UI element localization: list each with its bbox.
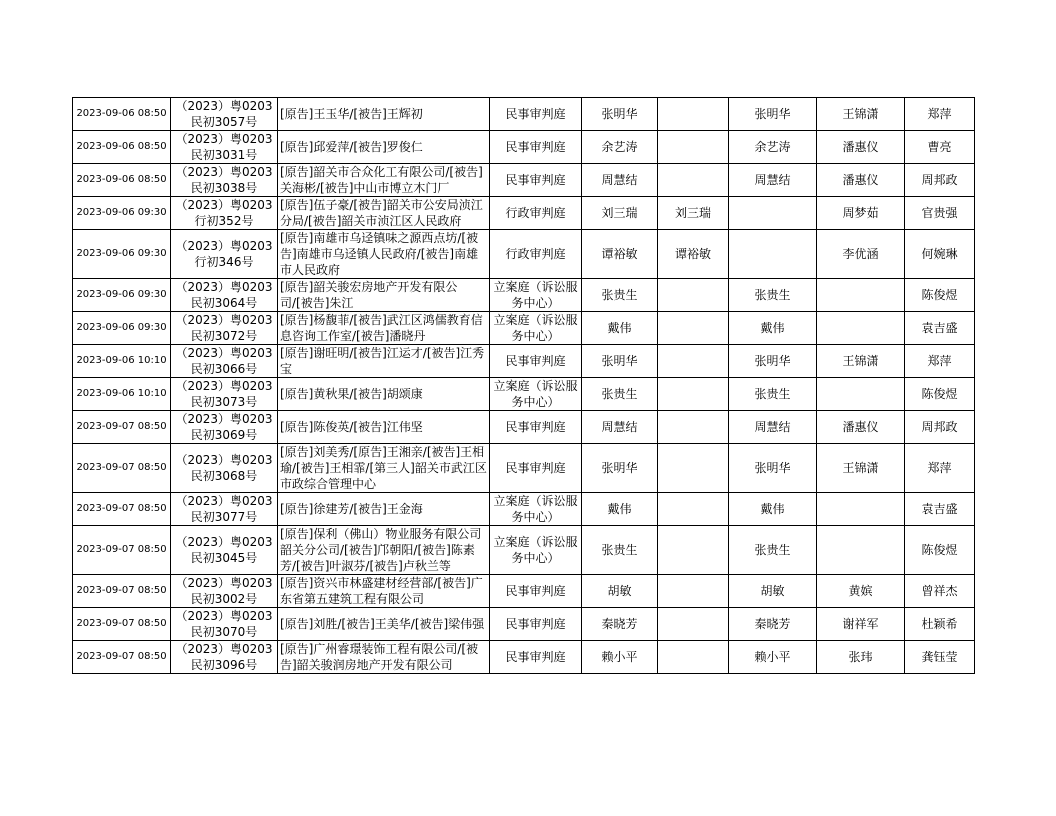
- parties-cell: [278, 493, 490, 526]
- tribunal-cell: [490, 493, 582, 526]
- parties-cell-text: [原告]黄秋果/[被告]胡颂康: [280, 387, 423, 401]
- presiding-judge-cell: [582, 378, 658, 411]
- parties-cell-text: [原告]陈俊英/[被告]江伟坚: [280, 420, 423, 434]
- parties-cell-text: [原告]韶关骏宏房地产开发有限公司/[被告]朱江: [280, 280, 458, 310]
- tribunal-cell-text: 立案庭（诉讼服务中心）: [493, 535, 578, 565]
- table-row: [73, 131, 975, 164]
- judge-cell-text: 刘三瑞: [674, 206, 711, 220]
- presiding-judge-cell-text: 周慧结: [601, 173, 638, 187]
- judge-assistant-cell-text: 王锦潇: [842, 107, 879, 121]
- tribunal-cell: [490, 312, 582, 345]
- case-number-cell-text: （2023）粤0203民初3045号: [175, 535, 273, 565]
- hearing-time-cell: [73, 641, 171, 674]
- tribunal-cell: [490, 98, 582, 131]
- judge-member-cell-text: 周慧结: [754, 173, 791, 187]
- hearing-time-cell: [73, 312, 171, 345]
- clerk-cell: [905, 197, 975, 230]
- judge-cell: [658, 131, 729, 164]
- clerk-cell-text: 袁吉盛: [921, 321, 958, 335]
- tribunal-cell: [490, 575, 582, 608]
- judge-member-cell-text: 张贵生: [754, 288, 791, 302]
- judge-assistant-cell-text: 张玮: [848, 650, 873, 664]
- table-row: [73, 230, 975, 279]
- case-number-cell-text: （2023）粤0203行初346号: [175, 239, 273, 269]
- parties-cell-text: [原告]徐建芳/[被告]王金海: [280, 502, 423, 516]
- hearing-time-cell: [73, 526, 171, 575]
- hearing-time-cell: [73, 608, 171, 641]
- case-number-cell-text: （2023）粤0203民初3002号: [175, 576, 273, 606]
- presiding-judge-cell-text: 余艺涛: [601, 140, 638, 154]
- tribunal-cell-text: 民事审判庭: [505, 584, 566, 598]
- hearing-time-cell-text: 2023-09-07 08:50: [76, 651, 167, 662]
- presiding-judge-cell-text: 胡敏: [607, 584, 632, 598]
- parties-cell-text: [原告]邱爱萍/[被告]罗俊仁: [280, 140, 423, 154]
- clerk-cell-text: 曾祥杰: [921, 584, 958, 598]
- judge-cell: [658, 230, 729, 279]
- parties-cell-text: [原告]韶关市合众化工有限公司/[被告]关海彬/[被告]中山市博立木门厂: [280, 165, 483, 195]
- tribunal-cell-text: 行政审判庭: [505, 206, 566, 220]
- judge-assistant-cell-text: 潘惠仪: [842, 140, 879, 154]
- presiding-judge-cell-text: 戴伟: [607, 321, 632, 335]
- judge-assistant-cell: [817, 312, 905, 345]
- parties-cell-text: [原告]杨馥菲/[被告]武江区鸿儒教育信息咨询工作室/[被告]潘晓丹: [280, 313, 483, 343]
- clerk-cell: [905, 608, 975, 641]
- judge-member-cell-text: 周慧结: [754, 420, 791, 434]
- clerk-cell-text: 郑萍: [927, 107, 952, 121]
- clerk-cell: [905, 411, 975, 444]
- hearing-time-cell-text: 2023-09-06 08:50: [76, 108, 167, 119]
- presiding-judge-cell: [582, 608, 658, 641]
- judge-cell: [658, 641, 729, 674]
- parties-cell: [278, 98, 490, 131]
- tribunal-cell: [490, 197, 582, 230]
- hearing-time-cell: [73, 279, 171, 312]
- parties-cell-text: [原告]刘胜/[被告]王美华/[被告]梁伟强: [280, 617, 485, 631]
- judge-member-cell: [729, 131, 817, 164]
- presiding-judge-cell: [582, 312, 658, 345]
- tribunal-cell-text: 民事审判庭: [505, 461, 566, 475]
- hearing-time-cell-text: 2023-09-07 08:50: [76, 618, 167, 629]
- hearing-time-cell: [73, 575, 171, 608]
- hearing-time-cell: [73, 230, 171, 279]
- clerk-cell-text: 陈俊煜: [921, 288, 958, 302]
- judge-cell: [658, 345, 729, 378]
- clerk-cell-text: 郑萍: [927, 461, 952, 475]
- hearing-time-cell: [73, 493, 171, 526]
- presiding-judge-cell: [582, 345, 658, 378]
- presiding-judge-cell-text: 周慧结: [601, 420, 638, 434]
- presiding-judge-cell-text: 秦晓芳: [601, 617, 638, 631]
- presiding-judge-cell: [582, 164, 658, 197]
- clerk-cell: [905, 378, 975, 411]
- hearing-schedule-table: [72, 97, 975, 674]
- parties-cell: [278, 411, 490, 444]
- parties-cell-text: [原告]谢旺明/[被告]江运才/[被告]江秀宝: [280, 346, 485, 376]
- judge-cell-text: 谭裕敏: [674, 247, 711, 261]
- case-number-cell: [171, 98, 278, 131]
- judge-assistant-cell-text: 周梦茹: [842, 206, 879, 220]
- presiding-judge-cell: [582, 641, 658, 674]
- hearing-time-cell-text: 2023-09-06 08:50: [76, 174, 167, 185]
- parties-cell: [278, 345, 490, 378]
- parties-cell-text: [原告]保利（佛山）物业服务有限公司韶关分公司/[被告]邝朝阳/[被告]陈素芳/[被告]叶淑芬/[被告]卢秋兰等: [280, 527, 482, 573]
- presiding-judge-cell: [582, 98, 658, 131]
- hearing-time-cell-text: 2023-09-07 08:50: [76, 544, 167, 555]
- presiding-judge-cell: [582, 279, 658, 312]
- clerk-cell-text: 曹亮: [927, 140, 952, 154]
- judge-assistant-cell: [817, 378, 905, 411]
- parties-cell-text: [原告]资兴市林盛建材经营部/[被告]广东省第五建筑工程有限公司: [280, 576, 483, 606]
- parties-cell: [278, 230, 490, 279]
- presiding-judge-cell: [582, 526, 658, 575]
- hearing-time-cell-text: 2023-09-07 08:50: [76, 585, 167, 596]
- hearing-time-cell-text: 2023-09-06 09:30: [76, 248, 167, 259]
- judge-assistant-cell: [817, 493, 905, 526]
- hearing-time-cell: [73, 164, 171, 197]
- judge-member-cell: [729, 493, 817, 526]
- presiding-judge-cell-text: 张明华: [601, 107, 638, 121]
- presiding-judge-cell: [582, 444, 658, 493]
- hearing-time-cell-text: 2023-09-07 08:50: [76, 503, 167, 514]
- clerk-cell-text: 何婉琳: [921, 247, 958, 261]
- presiding-judge-cell-text: 谭裕敏: [601, 247, 638, 261]
- hearing-time-cell-text: 2023-09-07 08:50: [76, 421, 167, 432]
- case-number-cell-text: （2023）粤0203民初3069号: [175, 412, 273, 442]
- case-number-cell: [171, 641, 278, 674]
- tribunal-cell: [490, 641, 582, 674]
- clerk-cell: [905, 575, 975, 608]
- case-number-cell-text: （2023）粤0203行初352号: [175, 198, 273, 228]
- case-number-cell: [171, 444, 278, 493]
- tribunal-cell: [490, 131, 582, 164]
- judge-member-cell-text: 戴伟: [760, 502, 785, 516]
- judge-member-cell: [729, 411, 817, 444]
- case-number-cell: [171, 526, 278, 575]
- presiding-judge-cell: [582, 197, 658, 230]
- table-row: [73, 526, 975, 575]
- judge-member-cell: [729, 164, 817, 197]
- judge-member-cell: [729, 98, 817, 131]
- case-number-cell-text: （2023）粤0203民初3031号: [175, 132, 273, 162]
- tribunal-cell: [490, 345, 582, 378]
- clerk-cell-text: 袁吉盛: [921, 502, 958, 516]
- presiding-judge-cell-text: 张明华: [601, 354, 638, 368]
- case-number-cell: [171, 575, 278, 608]
- judge-member-cell: [729, 526, 817, 575]
- tribunal-cell-text: 民事审判庭: [505, 354, 566, 368]
- table-row: [73, 378, 975, 411]
- judge-member-cell-text: 张明华: [754, 107, 791, 121]
- tribunal-cell: [490, 526, 582, 575]
- tribunal-cell-text: 立案庭（诉讼服务中心）: [493, 280, 578, 310]
- clerk-cell: [905, 641, 975, 674]
- judge-assistant-cell-text: 王锦潇: [842, 354, 879, 368]
- judge-cell: [658, 493, 729, 526]
- case-number-cell: [171, 230, 278, 279]
- parties-cell: [278, 164, 490, 197]
- presiding-judge-cell-text: 张贵生: [601, 543, 638, 557]
- judge-assistant-cell-text: 谢祥军: [842, 617, 879, 631]
- presiding-judge-cell-text: 刘三瑞: [601, 206, 638, 220]
- judge-cell: [658, 411, 729, 444]
- judge-cell: [658, 378, 729, 411]
- table-row: [73, 279, 975, 312]
- case-number-cell-text: （2023）粤0203民初3073号: [175, 379, 273, 409]
- judge-assistant-cell: [817, 230, 905, 279]
- parties-cell: [278, 444, 490, 493]
- presiding-judge-cell: [582, 411, 658, 444]
- judge-assistant-cell-text: 潘惠仪: [842, 173, 879, 187]
- schedule-body: [73, 98, 975, 674]
- tribunal-cell-text: 民事审判庭: [505, 173, 566, 187]
- hearing-time-cell-text: 2023-09-06 08:50: [76, 141, 167, 152]
- clerk-cell: [905, 230, 975, 279]
- clerk-cell-text: 陈俊煜: [921, 543, 958, 557]
- judge-cell: [658, 575, 729, 608]
- case-number-cell: [171, 197, 278, 230]
- clerk-cell: [905, 164, 975, 197]
- judge-member-cell-text: 戴伟: [760, 321, 785, 335]
- hearing-time-cell-text: 2023-09-06 09:30: [76, 322, 167, 333]
- table-row: [73, 98, 975, 131]
- judge-member-cell-text: 赖小平: [754, 650, 791, 664]
- tribunal-cell: [490, 378, 582, 411]
- judge-assistant-cell: [817, 575, 905, 608]
- hearing-time-cell-text: 2023-09-07 08:50: [76, 462, 167, 473]
- parties-cell: [278, 608, 490, 641]
- tribunal-cell-text: 民事审判庭: [505, 420, 566, 434]
- judge-member-cell: [729, 608, 817, 641]
- judge-member-cell-text: 张贵生: [754, 543, 791, 557]
- tribunal-cell-text: 民事审判庭: [505, 107, 566, 121]
- case-number-cell: [171, 312, 278, 345]
- case-number-cell: [171, 131, 278, 164]
- presiding-judge-cell: [582, 230, 658, 279]
- tribunal-cell: [490, 279, 582, 312]
- judge-assistant-cell-text: 黄嫔: [848, 584, 873, 598]
- judge-member-cell-text: 秦晓芳: [754, 617, 791, 631]
- judge-assistant-cell: [817, 608, 905, 641]
- tribunal-cell-text: 民事审判庭: [505, 617, 566, 631]
- tribunal-cell-text: 立案庭（诉讼服务中心）: [493, 313, 578, 343]
- judge-member-cell-text: 张贵生: [754, 387, 791, 401]
- judge-assistant-cell: [817, 164, 905, 197]
- clerk-cell: [905, 98, 975, 131]
- judge-cell: [658, 164, 729, 197]
- table-row: [73, 411, 975, 444]
- case-number-cell-text: （2023）粤0203民初3057号: [175, 99, 273, 129]
- clerk-cell-text: 陈俊煜: [921, 387, 958, 401]
- case-number-cell-text: （2023）粤0203民初3038号: [175, 165, 273, 195]
- judge-member-cell: [729, 230, 817, 279]
- tribunal-cell: [490, 164, 582, 197]
- case-number-cell: [171, 279, 278, 312]
- presiding-judge-cell-text: 张贵生: [601, 288, 638, 302]
- judge-member-cell: [729, 444, 817, 493]
- judge-assistant-cell: [817, 197, 905, 230]
- tribunal-cell: [490, 411, 582, 444]
- case-number-cell: [171, 378, 278, 411]
- clerk-cell-text: 周邦政: [921, 420, 958, 434]
- presiding-judge-cell-text: 戴伟: [607, 502, 632, 516]
- hearing-time-cell: [73, 345, 171, 378]
- tribunal-cell-text: 民事审判庭: [505, 650, 566, 664]
- tribunal-cell: [490, 608, 582, 641]
- judge-assistant-cell-text: 李优涵: [842, 247, 879, 261]
- presiding-judge-cell: [582, 131, 658, 164]
- hearing-time-cell: [73, 197, 171, 230]
- table-row: [73, 641, 975, 674]
- judge-member-cell-text: 余艺涛: [754, 140, 791, 154]
- table-row: [73, 444, 975, 493]
- clerk-cell-text: 周邦政: [921, 173, 958, 187]
- case-number-cell-text: （2023）粤0203民初3068号: [175, 453, 273, 483]
- tribunal-cell-text: 民事审判庭: [505, 140, 566, 154]
- case-number-cell: [171, 493, 278, 526]
- judge-assistant-cell: [817, 641, 905, 674]
- judge-member-cell: [729, 312, 817, 345]
- parties-cell-text: [原告]王玉华/[被告]王辉初: [280, 107, 423, 121]
- tribunal-cell-text: 立案庭（诉讼服务中心）: [493, 494, 578, 524]
- table-row: [73, 345, 975, 378]
- table-row: [73, 312, 975, 345]
- judge-cell: [658, 312, 729, 345]
- parties-cell-text: [原告]刘美秀/[原告]王湘亲/[被告]王相瑜/[被告]王相霏/[第三人]韶关市武江区市政综合管理中心: [280, 445, 487, 491]
- judge-assistant-cell: [817, 98, 905, 131]
- hearing-time-cell: [73, 444, 171, 493]
- presiding-judge-cell-text: 赖小平: [601, 650, 638, 664]
- hearing-time-cell: [73, 378, 171, 411]
- hearing-time-cell: [73, 131, 171, 164]
- judge-assistant-cell: [817, 444, 905, 493]
- parties-cell-text: [原告]南雄市乌迳镇味之源西点坊/[被告]南雄市乌迳镇人民政府/[被告]南雄市人民政府: [280, 231, 479, 277]
- judge-member-cell-text: 胡敏: [760, 584, 785, 598]
- tribunal-cell: [490, 444, 582, 493]
- presiding-judge-cell-text: 张贵生: [601, 387, 638, 401]
- hearing-time-cell-text: 2023-09-06 09:30: [76, 207, 167, 218]
- judge-member-cell: [729, 641, 817, 674]
- judge-cell: [658, 279, 729, 312]
- clerk-cell: [905, 493, 975, 526]
- judge-assistant-cell-text: 王锦潇: [842, 461, 879, 475]
- judge-member-cell: [729, 575, 817, 608]
- judge-member-cell-text: 张明华: [754, 354, 791, 368]
- hearing-time-cell: [73, 411, 171, 444]
- judge-assistant-cell: [817, 526, 905, 575]
- judge-member-cell-text: 张明华: [754, 461, 791, 475]
- case-number-cell-text: （2023）粤0203民初3072号: [175, 313, 273, 343]
- clerk-cell-text: 龚钰莹: [921, 650, 958, 664]
- judge-cell: [658, 608, 729, 641]
- judge-member-cell: [729, 345, 817, 378]
- judge-cell: [658, 444, 729, 493]
- judge-cell: [658, 526, 729, 575]
- hearing-time-cell-text: 2023-09-06 10:10: [76, 355, 167, 366]
- case-number-cell: [171, 345, 278, 378]
- judge-cell: [658, 197, 729, 230]
- table-row: [73, 164, 975, 197]
- parties-cell-text: [原告]伍子豪/[被告]韶关市公安局浈江分局/[被告]韶关市浈江区人民政府: [280, 198, 483, 228]
- tribunal-cell: [490, 230, 582, 279]
- judge-assistant-cell: [817, 279, 905, 312]
- clerk-cell: [905, 345, 975, 378]
- judge-member-cell: [729, 279, 817, 312]
- clerk-cell: [905, 312, 975, 345]
- parties-cell-text: [原告]广州睿璟装饰工程有限公司/[被告]韶关骏润房地产开发有限公司: [280, 642, 479, 672]
- parties-cell: [278, 378, 490, 411]
- case-number-cell-text: （2023）粤0203民初3064号: [175, 280, 273, 310]
- clerk-cell-text: 官贵强: [921, 206, 958, 220]
- case-number-cell-text: （2023）粤0203民初3077号: [175, 494, 273, 524]
- case-number-cell: [171, 164, 278, 197]
- clerk-cell: [905, 131, 975, 164]
- case-number-cell-text: （2023）粤0203民初3096号: [175, 642, 273, 672]
- tribunal-cell-text: 行政审判庭: [505, 247, 566, 261]
- parties-cell: [278, 641, 490, 674]
- presiding-judge-cell: [582, 575, 658, 608]
- case-number-cell: [171, 608, 278, 641]
- presiding-judge-cell-text: 张明华: [601, 461, 638, 475]
- tribunal-cell-text: 立案庭（诉讼服务中心）: [493, 379, 578, 409]
- table-row: [73, 197, 975, 230]
- parties-cell: [278, 312, 490, 345]
- clerk-cell: [905, 279, 975, 312]
- clerk-cell-text: 郑萍: [927, 354, 952, 368]
- table-row: [73, 608, 975, 641]
- parties-cell: [278, 526, 490, 575]
- table-row: [73, 575, 975, 608]
- parties-cell: [278, 279, 490, 312]
- parties-cell: [278, 131, 490, 164]
- presiding-judge-cell: [582, 493, 658, 526]
- judge-assistant-cell-text: 潘惠仪: [842, 420, 879, 434]
- judge-member-cell: [729, 378, 817, 411]
- hearing-time-cell: [73, 98, 171, 131]
- hearing-time-cell-text: 2023-09-06 09:30: [76, 289, 167, 300]
- case-number-cell-text: （2023）粤0203民初3066号: [175, 346, 273, 376]
- judge-assistant-cell: [817, 131, 905, 164]
- table-row: [73, 493, 975, 526]
- clerk-cell: [905, 444, 975, 493]
- judge-member-cell: [729, 197, 817, 230]
- judge-assistant-cell: [817, 345, 905, 378]
- parties-cell: [278, 197, 490, 230]
- case-number-cell: [171, 411, 278, 444]
- case-number-cell-text: （2023）粤0203民初3070号: [175, 609, 273, 639]
- hearing-time-cell-text: 2023-09-06 10:10: [76, 388, 167, 399]
- judge-cell: [658, 98, 729, 131]
- judge-assistant-cell: [817, 411, 905, 444]
- clerk-cell-text: 杜颖希: [921, 617, 958, 631]
- parties-cell: [278, 575, 490, 608]
- clerk-cell: [905, 526, 975, 575]
